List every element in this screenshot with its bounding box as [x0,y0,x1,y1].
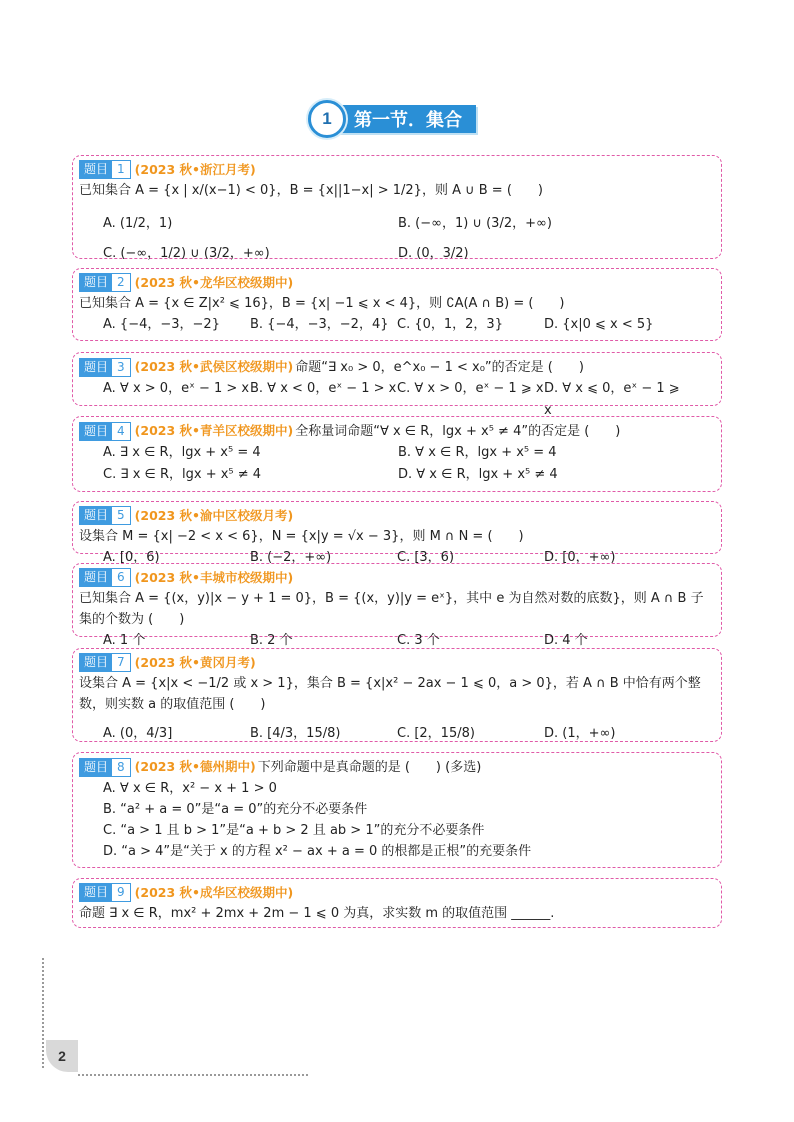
question-tag: 题目 5 [79,506,131,525]
option-d[interactable]: D. {x|0 ⩽ x < 5} [544,317,654,332]
option-c[interactable]: C. (−∞，1/2) ∪ (3/2，+∞) [103,246,270,261]
option-c[interactable]: C. ∀ x > 0，eˣ − 1 ⩾ x [397,381,544,396]
question-stem: 已知集合 A = {x | x/(x−1) < 0}，B = {x||1−x| > 1/2}，则 A ∪ B = ( ) [79,183,543,198]
option-a[interactable]: A. ∃ x ∈ R，lgx + x⁵ = 4 [103,445,261,460]
question-2 [72,268,722,341]
question-source: (2023 秋•龙华区校级期中) [134,275,294,290]
question-stem: 已知集合 A = {(x，y)|x − y + 1 = 0}，B = {(x，y)|y = eˣ}，其中 e 为自然对数的底数}，则 A ∩ B 子集的个数为 ( ) [79,591,704,627]
option-d[interactable]: D. [0，+∞) [544,550,616,565]
question-7 [72,648,722,742]
option-d[interactable]: D. ∀ x ∈ R，lgx + x⁵ ≠ 4 [398,467,558,482]
question-stem: 设集合 M = {x| −2 < x < 6}，N = {x|y = √x − 3}，则 M ∩ N = ( ) [79,529,524,544]
question-stem: 下列命题中是真命题的是 ( ) (多选) [257,760,482,775]
option-a[interactable]: A. ∀ x ∈ R，x² − x + 1 > 0 [103,781,277,796]
option-b[interactable]: B. ∀ x ∈ R，lgx + x⁵ = 4 [398,445,557,460]
question-stem: 全称量词命题“∀ x ∈ R，lgx + x⁵ ≠ 4”的否定是 ( ) [295,424,621,439]
option-c[interactable]: C. {0，1，2，3} [397,317,503,332]
option-b[interactable]: B. “a² + a = 0”是“a = 0”的充分不必要条件 [103,802,368,817]
section-title: 第一节．集合 [338,105,476,133]
option-b[interactable]: B. {−4，−3，−2，4} [250,317,389,332]
option-a[interactable]: A. (1/2，1) [103,216,173,231]
page-number: 2 [46,1040,78,1072]
question-source: (2023 秋•丰城市校级期中) [134,570,294,585]
question-tag: 题目 9 [79,883,131,902]
question-4 [72,416,722,492]
option-a[interactable]: A. 1 个 [103,633,146,648]
option-b[interactable]: B. 2 个 [250,633,293,648]
question-source: (2023 秋•成华区校级期中) [134,885,294,900]
question-source: (2023 秋•青羊区校级期中) [134,423,294,438]
option-d[interactable]: D. (1，+∞) [544,726,616,741]
question-tag: 题目 4 [79,422,131,441]
option-b[interactable]: B. (−∞，1) ∪ (3/2，+∞) [398,216,552,231]
page-border-dots-horizontal [78,1074,308,1076]
question-source: (2023 秋•武侯区校级期中) [134,359,294,374]
question-5 [72,501,722,565]
question-3 [72,352,722,418]
question-8 [72,752,722,868]
question-tag: 题目 1 [79,160,131,179]
option-c[interactable]: C. [2，15/8) [397,726,475,741]
question-source: (2023 秋•渝中区校级月考) [134,508,294,523]
option-b[interactable]: B. ∀ x < 0，eˣ − 1 > x [250,381,397,396]
option-d[interactable]: D. “a > 4”是“关于 x 的方程 x² − ax + a = 0 的根都是正根”的充要条件 [103,844,532,859]
question-tag: 题目 2 [79,273,131,292]
question-stem: 已知集合 A = {x ∈ Z|x² ⩽ 16}，B = {x| −1 ⩽ x < 4}，则 ∁A(A ∩ B) = ( ) [79,296,565,311]
option-d[interactable]: D. 4 个 [544,633,588,648]
question-tag: 题目 3 [79,358,131,377]
option-c[interactable]: C. [3，6) [397,550,455,565]
question-source: (2023 秋•浙江月考) [134,162,256,177]
question-source: (2023 秋•德州期中) [134,759,256,774]
section-header [308,101,488,137]
question-6 [72,563,722,648]
question-stem: 设集合 A = {x|x < −1/2 或 x > 1}，集合 B = {x|x² − 2ax − 1 ⩽ 0，a > 0}，若 A ∩ B 中恰有两个整数，则实数 a 的取值范围 ( ) [79,676,701,712]
option-a[interactable]: A. {−4，−3，−2} [103,317,220,332]
option-a[interactable]: A. ∀ x > 0，eˣ − 1 > x [103,381,250,396]
option-b[interactable]: B. [4/3，15/8) [250,726,341,741]
question-stem: 命题“∃ x₀ > 0，e^x₀ − 1 < x₀”的否定是 ( ) [295,360,584,375]
section-number-badge: 1 [308,100,346,138]
question-tag: 题目 6 [79,568,131,587]
question-tag: 题目 7 [79,653,131,672]
question-1 [72,155,722,259]
option-d[interactable]: D. (0，3/2) [398,246,469,261]
option-a[interactable]: A. (0，4/3] [103,726,173,741]
question-9 [72,878,722,928]
question-tag: 题目 8 [79,758,131,777]
option-c[interactable]: C. ∃ x ∈ R，lgx + x⁵ ≠ 4 [103,467,262,482]
option-b[interactable]: B. (−2，+∞) [250,550,332,565]
option-d[interactable]: D. ∀ x ⩽ 0，eˣ − 1 ⩾ x [544,381,680,418]
option-c[interactable]: C. “a > 1 且 b > 1”是“a + b > 2 且 ab > 1”的充分不必要条件 [103,823,485,838]
question-stem[interactable]: 命题 ∃ x ∈ R，mx² + 2mx + 2m − 1 ⩽ 0 为真，求实数 m 的取值范围 ______. [79,906,555,921]
option-a[interactable]: A. [0，6) [103,550,160,565]
question-source: (2023 秋•黄冈月考) [134,655,256,670]
option-c[interactable]: C. 3 个 [397,633,440,648]
